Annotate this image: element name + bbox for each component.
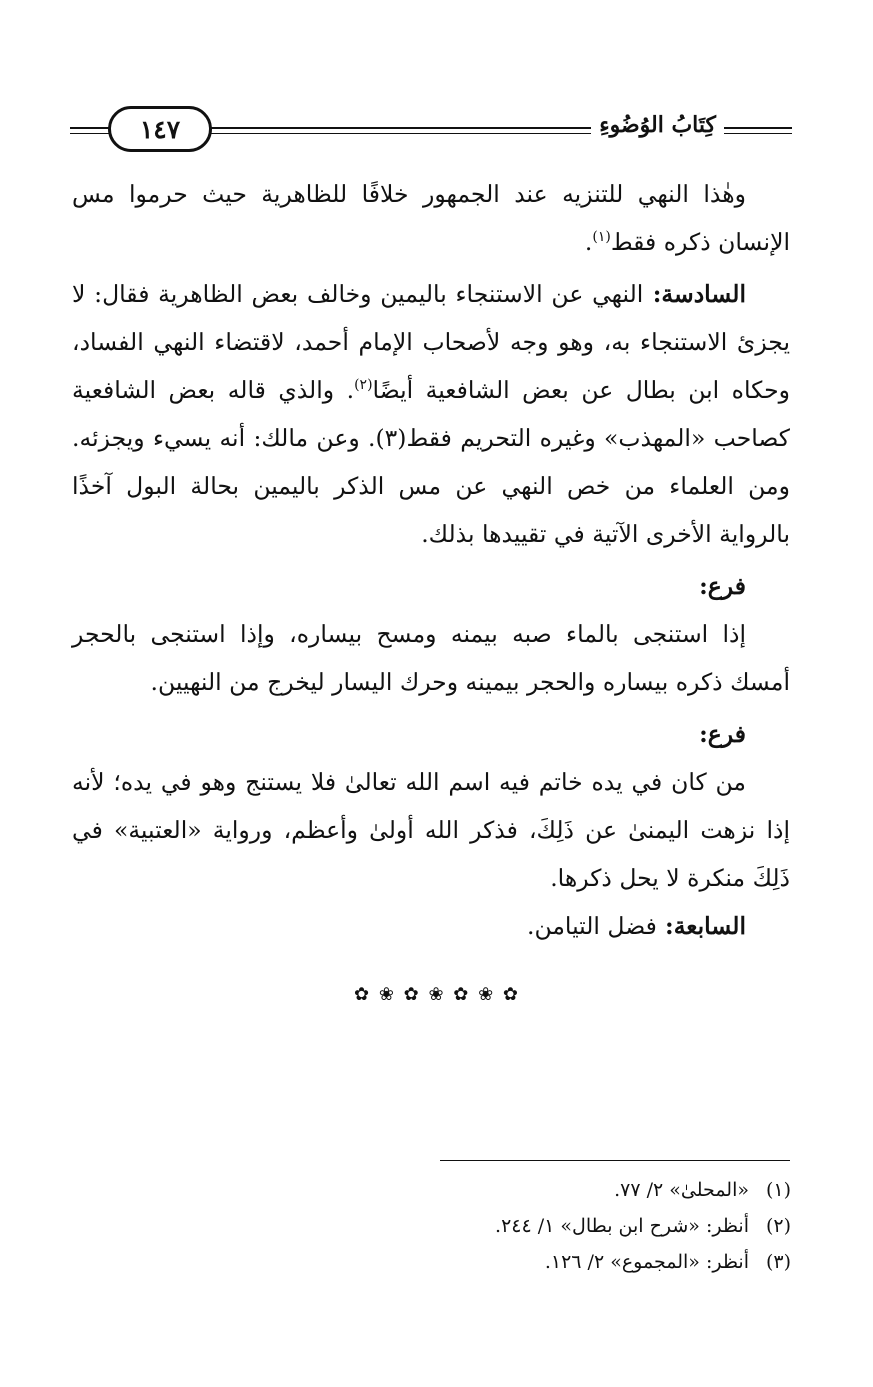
section-label-6: السادسة:	[643, 280, 746, 308]
paragraph-7: السابعة: فضل التيامن.	[526, 912, 746, 940]
footnote-rule	[440, 1160, 790, 1161]
footnote-ref-1: (١)	[592, 229, 611, 246]
section-label-7: السابعة:	[656, 912, 746, 940]
paragraph-branch-2: من كان في يده خاتم فيه اسم الله تعالىٰ فلا يستنج وهو في يده؛ لأنه إذا نزهت اليمنىٰ عن ذَلِكَ، فذكر الله أولىٰ وأعظم، ورواية «العتبية» في ذَلِكَ منكرة لا يحل ذكرها.	[72, 768, 790, 892]
footnote-1: (١)«المحلىٰ» ٢/ ٧٧.	[614, 1179, 791, 1201]
running-title: كِتَابُ الوُضُوءِ	[591, 112, 724, 138]
paragraph-1-text: وهٰذا النهي للتنزيه عند الجمهور خلافًا للظاهرية حيث حرموا مس الإنسان ذكره فقط	[72, 180, 790, 256]
branch-heading-1: فرع:	[699, 572, 746, 600]
paragraph-branch-1: إذا استنجى بالماء صبه بيمنه ومسح بيساره، وإذا استنجى بالحجر أمسك ذكره بيساره والحجر بيمينه وحرك اليسار ليخرج من النهيين.	[72, 620, 790, 696]
footnotes	[291, 1172, 791, 1280]
footnote-ref-2: (٢)	[354, 377, 373, 394]
page-header	[70, 100, 792, 160]
footnote-2: (٢)أنظر: «شرح ابن بطال» ١/ ٢٤٤.	[495, 1215, 791, 1237]
paragraph-6-tail: . والذي قاله بعض الشافعية كصاحب «المهذب» وغيره التحريم فقط(٣). وعن مالك: أنه يسيء ويجزئه. ومن العلماء من خص النهي عن مس الذكر باليمين بحالة البول آخذًا بالرواية الأخرى الآتية في تقييدها بذلك.	[72, 376, 790, 548]
header-rule-left-thin	[70, 133, 110, 134]
ornament-divider: ✿ ❀ ✿ ❀ ✿ ❀ ✿	[354, 984, 520, 1005]
footnote-3: (٣)أنظر: «المجموع» ٢/ ١٢٦.	[544, 1251, 791, 1273]
branch-heading-2: فرع:	[699, 720, 746, 748]
page-number: ١٤٧	[108, 106, 212, 152]
paragraph-1: وهٰذا النهي للتنزيه عند الجمهور خلافًا للظاهرية حيث حرموا مس الإنسان ذكره فقط$^{(١)}$.	[72, 180, 790, 256]
paragraph-6	[72, 270, 790, 558]
header-rule-left	[70, 127, 110, 129]
paragraph-6-text: النهي عن الاستنجاء باليمين وخالف بعض الظاهرية فقال: لا يجزئ الاستنجاء به، وهو وجه لأصحاب الإمام أحمد، لاقتضاء النهي الفساد، وحكاه ابن بطال عن بعض الشافعية أيضًا	[72, 280, 791, 404]
main-text	[72, 170, 790, 950]
